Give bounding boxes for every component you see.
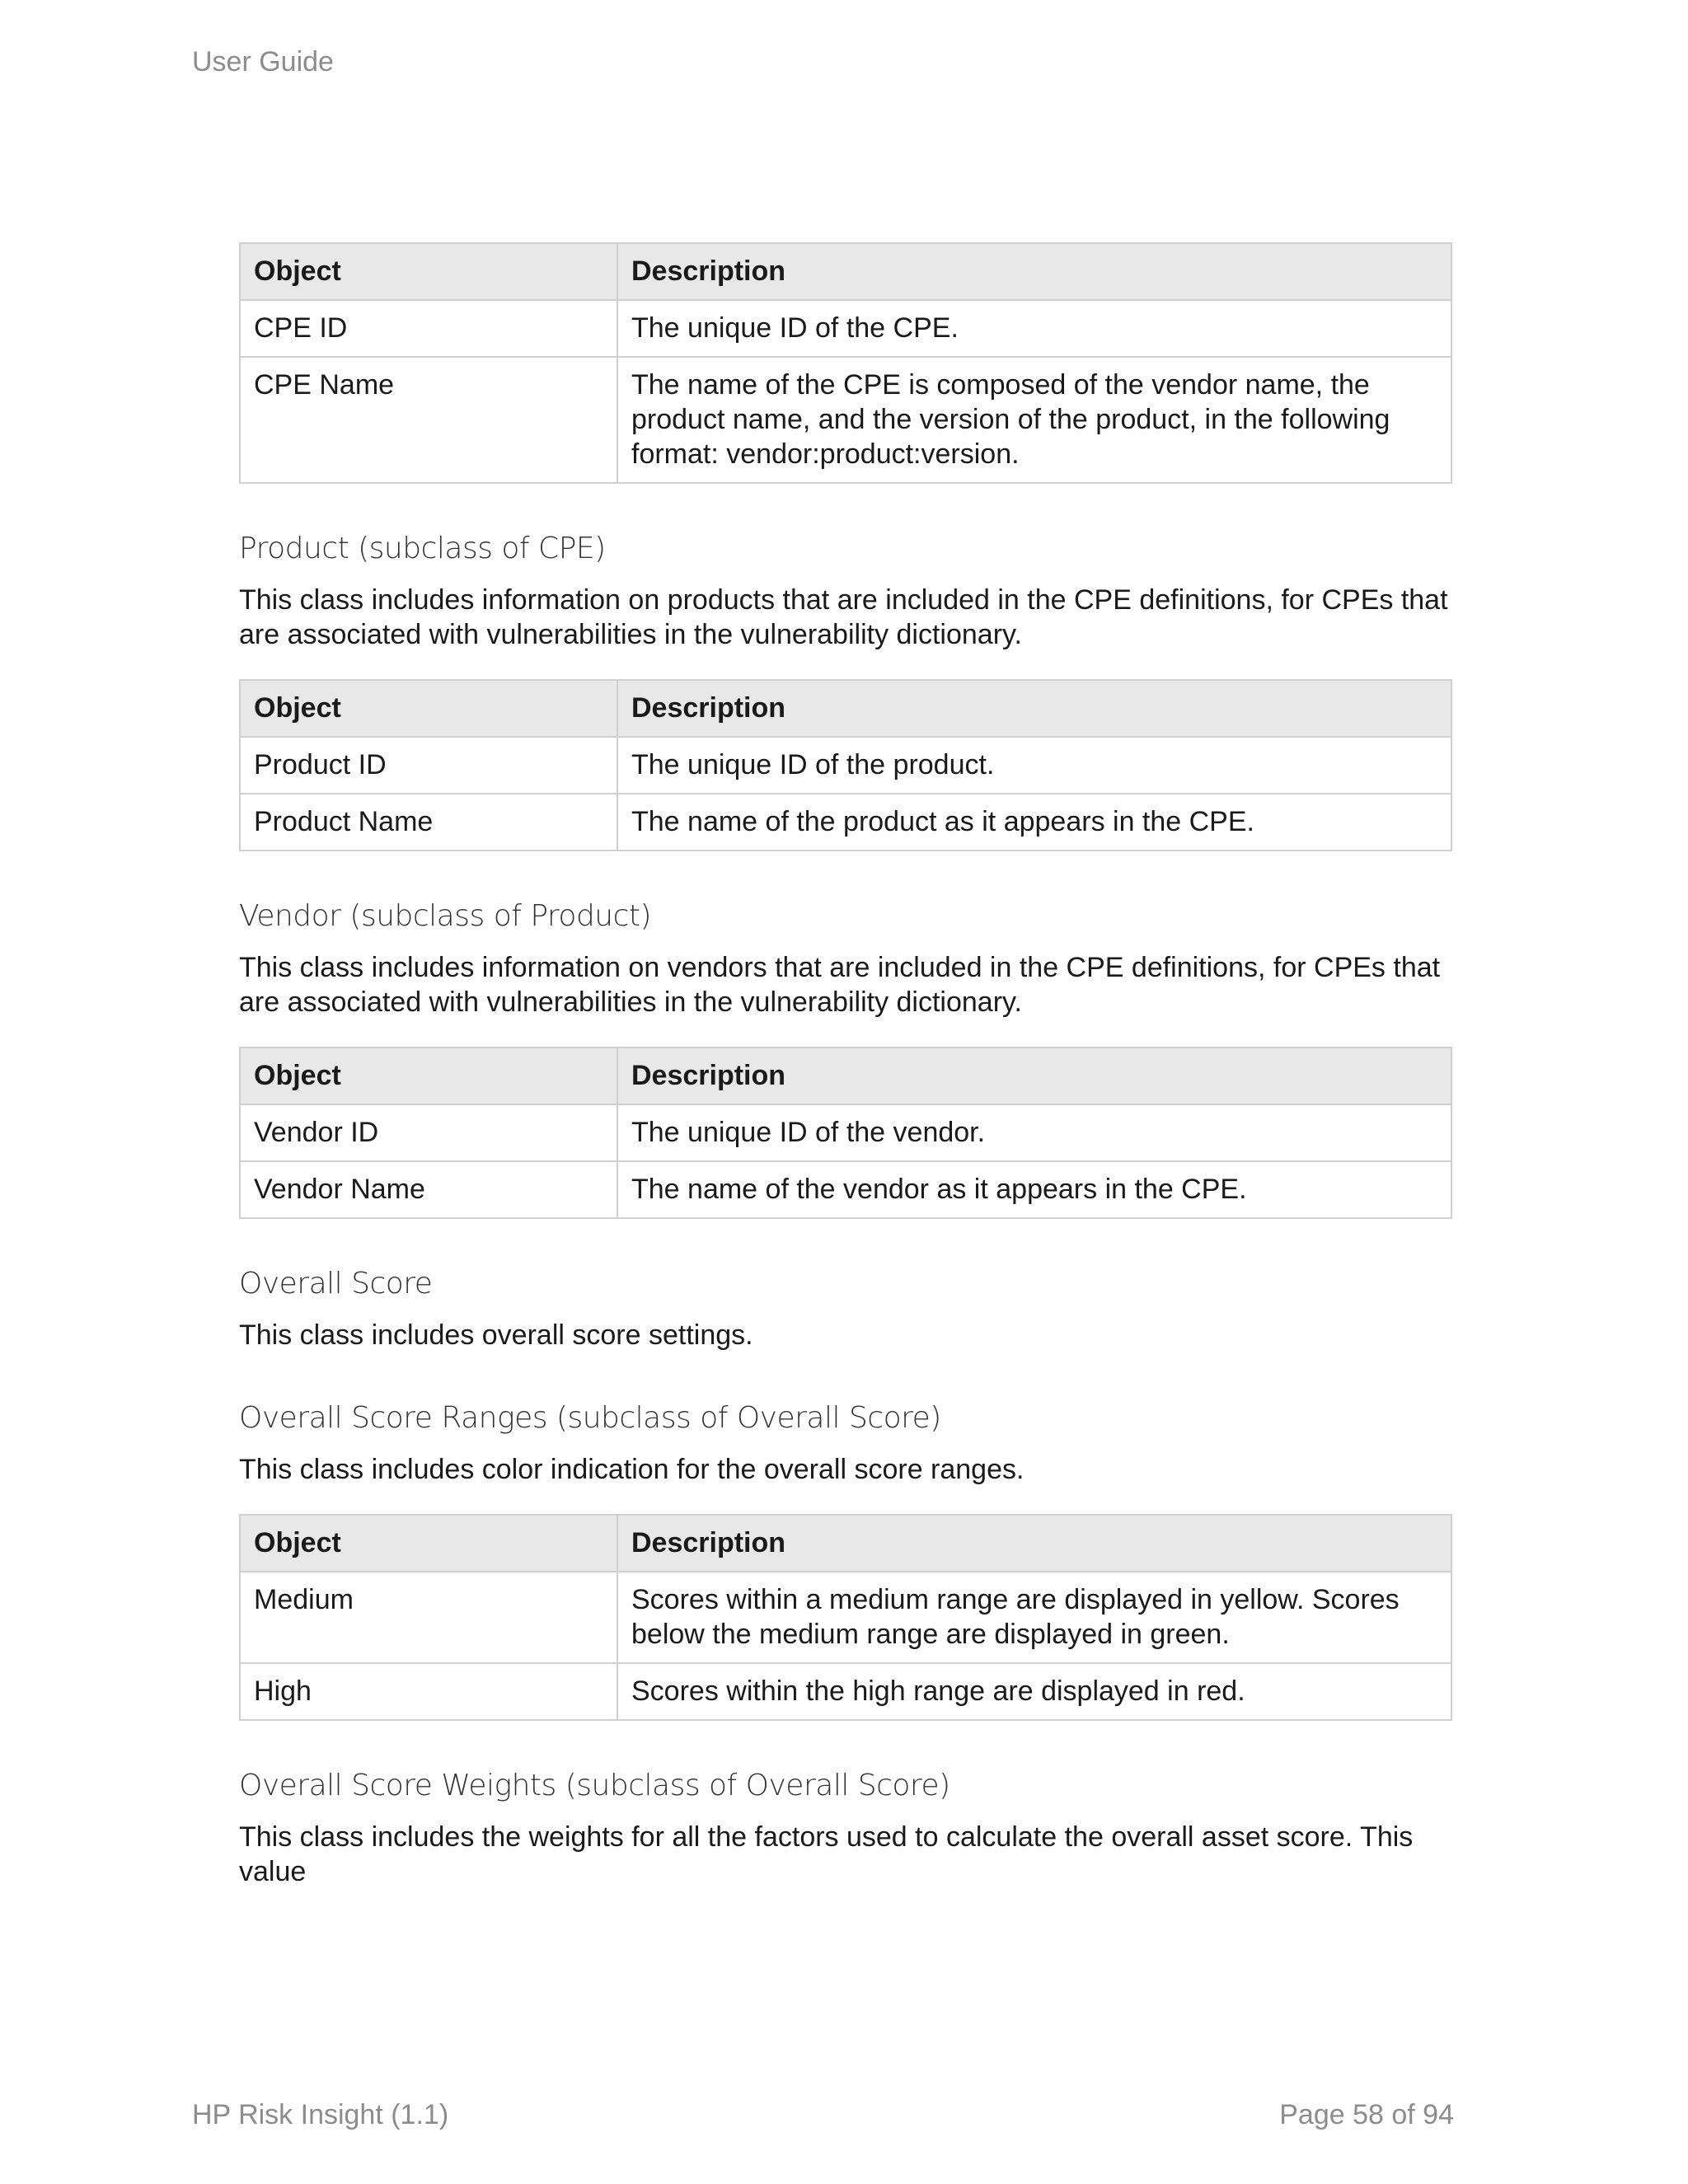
- section-heading-overall-score-weights: Overall Score Weights (subclass of Overall Score): [239, 1769, 950, 1802]
- column-header: Description: [617, 1047, 1451, 1104]
- running-header: User Guide: [192, 46, 334, 77]
- object-cell: CPE ID: [240, 300, 617, 357]
- cpe-object-table: [239, 242, 1452, 484]
- table-row: [240, 1104, 1451, 1161]
- table-row: [240, 794, 1451, 851]
- product-object-table: [239, 679, 1452, 851]
- object-cell: Vendor Name: [240, 1161, 617, 1218]
- column-header: Object: [240, 243, 617, 300]
- object-cell: Product Name: [240, 794, 617, 851]
- table-row: [240, 357, 1451, 483]
- section-body-product: This class includes information on products that are included in the CPE definitions, for CPEs that are associated with vulnerabilities in the vulnerability dictionary.: [239, 584, 1448, 650]
- column-header: Description: [617, 1515, 1451, 1572]
- section-body-overall-score-ranges: This class includes color indication for the overall score ranges.: [239, 1454, 1025, 1485]
- section-body-overall-score-weights: This class includes the weights for all the factors used to calculate the overall asset score. This value: [239, 1821, 1414, 1887]
- table-row: [240, 1572, 1451, 1663]
- description-cell: The unique ID of the vendor.: [617, 1104, 1451, 1161]
- table-row: [240, 1161, 1451, 1218]
- table-header-row: [240, 680, 1451, 737]
- description-cell: The name of the product as it appears in the CPE.: [617, 794, 1451, 851]
- table-header-row: [240, 1515, 1451, 1572]
- section-heading-product: Product (subclass of CPE): [239, 532, 606, 565]
- table-row: [240, 737, 1451, 794]
- description-cell: The name of the CPE is composed of the vendor name, the product name, and the version of the product, in the following format: vendor:product:version.: [617, 357, 1451, 483]
- section-body-vendor: This class includes information on vendors that are included in the CPE definitions, for CPEs that are associated with vulnerabilities in the vulnerability dictionary.: [239, 952, 1441, 1018]
- section-heading-overall-score: Overall Score: [239, 1267, 433, 1301]
- table-header-row: [240, 1047, 1451, 1104]
- footer-page-number: Page 58 of 94: [1279, 2099, 1454, 2130]
- description-cell: Scores within a medium range are displayed in yellow. Scores below the medium range are displayed in green.: [617, 1572, 1451, 1663]
- vendor-object-table: [239, 1047, 1452, 1219]
- object-cell: High: [240, 1663, 617, 1720]
- table-row: [240, 300, 1451, 357]
- column-header: Object: [240, 680, 617, 737]
- object-cell: Vendor ID: [240, 1104, 617, 1161]
- section-body-overall-score: This class includes overall score settings.: [239, 1319, 753, 1351]
- object-cell: CPE Name: [240, 357, 617, 483]
- footer-product-name: HP Risk Insight (1.1): [192, 2099, 449, 2130]
- description-cell: The name of the vendor as it appears in the CPE.: [617, 1161, 1451, 1218]
- column-header: Object: [240, 1515, 617, 1572]
- description-cell: The unique ID of the CPE.: [617, 300, 1451, 357]
- column-header: Description: [617, 243, 1451, 300]
- description-cell: Scores within the high range are displayed in red.: [617, 1663, 1451, 1720]
- column-header: Description: [617, 680, 1451, 737]
- page-content: [239, 242, 1452, 1889]
- table-header-row: [240, 243, 1451, 300]
- table-row: [240, 1663, 1451, 1720]
- description-cell: The unique ID of the product.: [617, 737, 1451, 794]
- object-cell: Medium: [240, 1572, 617, 1663]
- section-heading-vendor: Vendor (subclass of Product): [239, 899, 652, 933]
- score-ranges-object-table: [239, 1514, 1452, 1721]
- column-header: Object: [240, 1047, 617, 1104]
- section-heading-overall-score-ranges: Overall Score Ranges (subclass of Overall Score): [239, 1401, 941, 1435]
- object-cell: Product ID: [240, 737, 617, 794]
